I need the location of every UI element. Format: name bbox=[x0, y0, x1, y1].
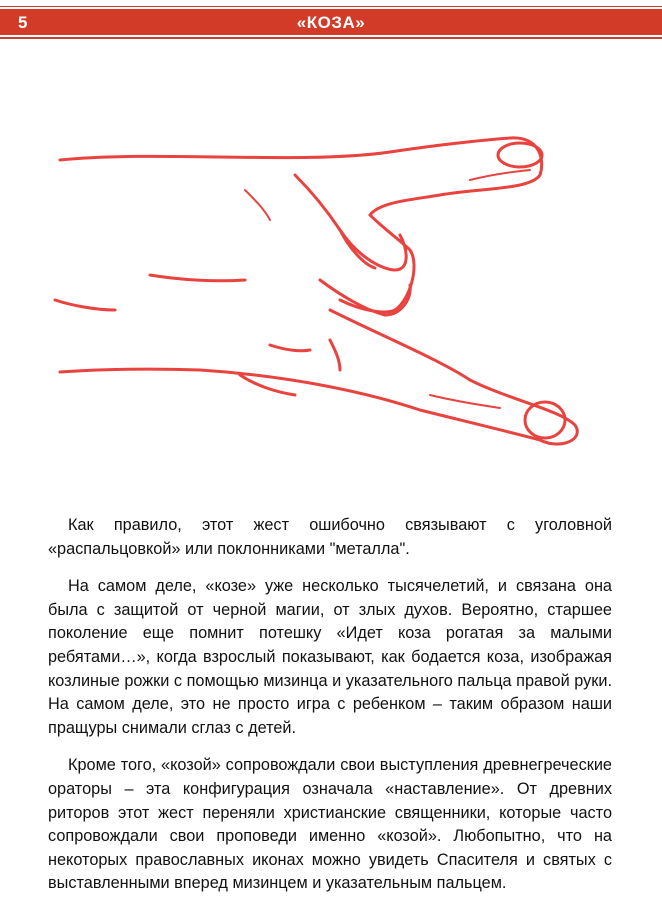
horns-hand-gesture-icon bbox=[40, 120, 600, 460]
article-body bbox=[48, 514, 612, 910]
page-title: «КОЗА» bbox=[296, 13, 366, 32]
paragraph: Как правило, этот жест ошибочно связывают с уголовной «распальцовкой» или поклонниками "металла". bbox=[48, 516, 612, 558]
page-number: 5 bbox=[18, 13, 28, 32]
page-header bbox=[0, 9, 662, 35]
paragraph: Кроме того, «козой» сопровождали свои выступления древнегреческие ораторы – эта конфигурация означала «наставление». От древних риторов этот жест переняли христианские священники, которые часто сопровождали свои проповеди именно «козой». Любопытно, что на некоторых православных иконах можно увидеть Спасителя и святых с выставленными вперед мизинцем и указательным пальцем. bbox=[48, 756, 612, 893]
header-bottom-rule bbox=[0, 37, 662, 39]
header-top-rule bbox=[0, 6, 662, 7]
paragraph: На самом деле, «козе» уже несколько тысячелетий, и связана она была с защитой от черной магии, от злых духов. Вероятно, старшее поколение еще помнит потешку «Идет коза рогатая за малыми ребятами…», когда взрослый показывают, как бодается коза, изображая козлиные рожки с помощью мизинца и указательного пальца правой руки. На самом деле, это не просто игра с ребенком – таким образом наши пращуры снимали сглаз с детей. bbox=[48, 577, 612, 737]
